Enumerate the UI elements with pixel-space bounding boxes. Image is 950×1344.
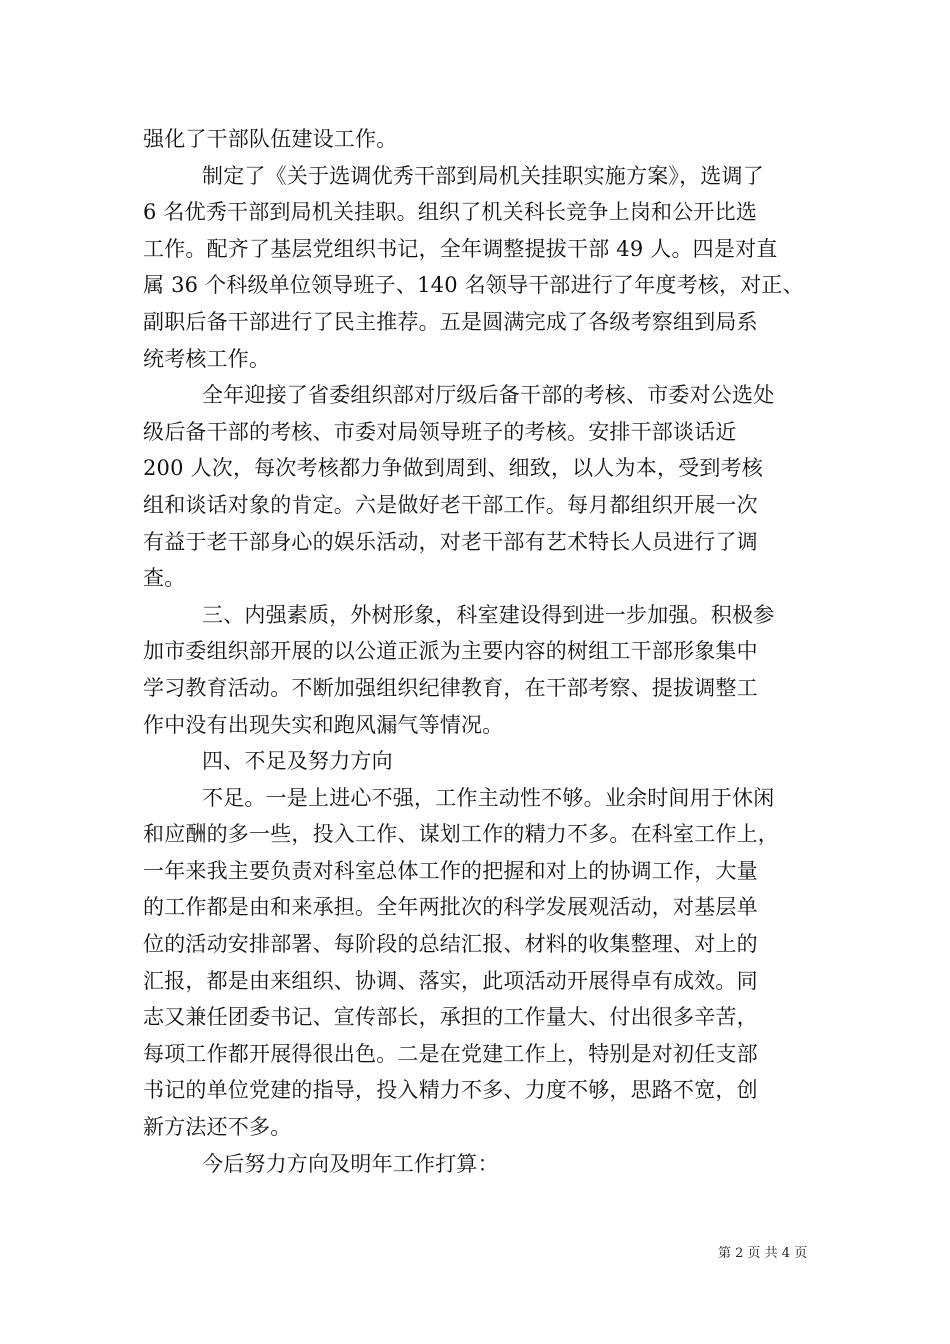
text-line: 一年来我主要负责对科室总体工作的把握和对上的协调工作，大量 bbox=[143, 858, 758, 883]
text-line: 书记的单位党建的指导，投入精力不多、力度不够，思路不宽，创 bbox=[143, 1078, 758, 1103]
text-line: 不足。一是上进心不强，工作主动性不够。业余时间用于休闲 bbox=[202, 785, 775, 810]
text-line: 工作。配齐了基层党组织书记，全年调整提拔干部 49 人。四是对直 bbox=[143, 236, 778, 261]
text-line: 属 36 个科级单位领导班子、140 名领导干部进行了年度考核，对正、 bbox=[143, 273, 804, 298]
text-line: 和应酬的多一些，投入工作、谋划工作的精力不多。在科室工作上， bbox=[143, 822, 779, 847]
text-line: 统考核工作。 bbox=[143, 346, 271, 371]
text-line: 200 人次，每次考核都力争做到周到、细致，以人为本，受到考核 bbox=[143, 456, 763, 481]
text-line: 加市委组织部开展的以公道正派为主要内容的树组工干部形象集中 bbox=[143, 639, 758, 664]
text-line: 全年迎接了省委组织部对厅级后备干部的考核、市委对公选处 bbox=[202, 383, 775, 408]
text-line: 强化了干部队伍建设工作。 bbox=[143, 127, 398, 151]
text-line: 汇报，都是由来组织、协调、落实，此项活动开展得卓有成效。同 bbox=[143, 968, 758, 993]
text-line: 有益于老干部身心的娱乐活动，对老干部有艺术特长人员进行了调 bbox=[143, 529, 758, 554]
text-line: 级后备干部的考核、市委对局领导班子的考核。安排干部谈话近 bbox=[143, 419, 737, 444]
text-line: 副职后备干部进行了民主推荐。五是圆满完成了各级考察组到局系 bbox=[143, 309, 758, 334]
text-line: 的工作都是由和来承担。全年两批次的科学发展观活动，对基层单 bbox=[143, 895, 758, 920]
body-text bbox=[143, 121, 833, 1182]
page-number: 第 2 页 共 4 页 bbox=[718, 1246, 808, 1261]
text-line: 每项工作都开展得很出色。二是在党建工作上，特别是对初任支部 bbox=[143, 1041, 758, 1066]
text-line: 制定了《关于选调优秀干部到局机关挂职实施方案》，选调了 bbox=[202, 163, 764, 188]
text-line: 今后努力方向及明年工作打算： bbox=[202, 1151, 499, 1176]
text-line: 位的活动安排部署、每阶段的总结汇报、材料的收集整理、对上的 bbox=[143, 932, 758, 957]
section-heading: 四、不足及努力方向 bbox=[202, 749, 393, 774]
text-line: 作中没有出现失实和跑风漏气等情况。 bbox=[143, 712, 504, 737]
text-line: 6 名优秀干部到局机关挂职。组织了机关科长竞争上岗和公开比选 bbox=[143, 200, 758, 225]
text-line: 学习教育活动。不断加强组织纪律教育，在干部考察、提拔调整工 bbox=[143, 675, 758, 700]
text-line: 志又兼任团委书记、宣传部长，承担的工作量大、付出很多辛苦， bbox=[143, 1005, 758, 1030]
text-line: 三、内强素质，外树形象，科室建设得到进一步加强。积极参 bbox=[202, 602, 775, 627]
text-line: 新方法还不多。 bbox=[143, 1115, 292, 1140]
text-line: 查。 bbox=[143, 566, 186, 591]
text-line: 组和谈话对象的肯定。六是做好老干部工作。每月都组织开展一次 bbox=[143, 492, 758, 517]
